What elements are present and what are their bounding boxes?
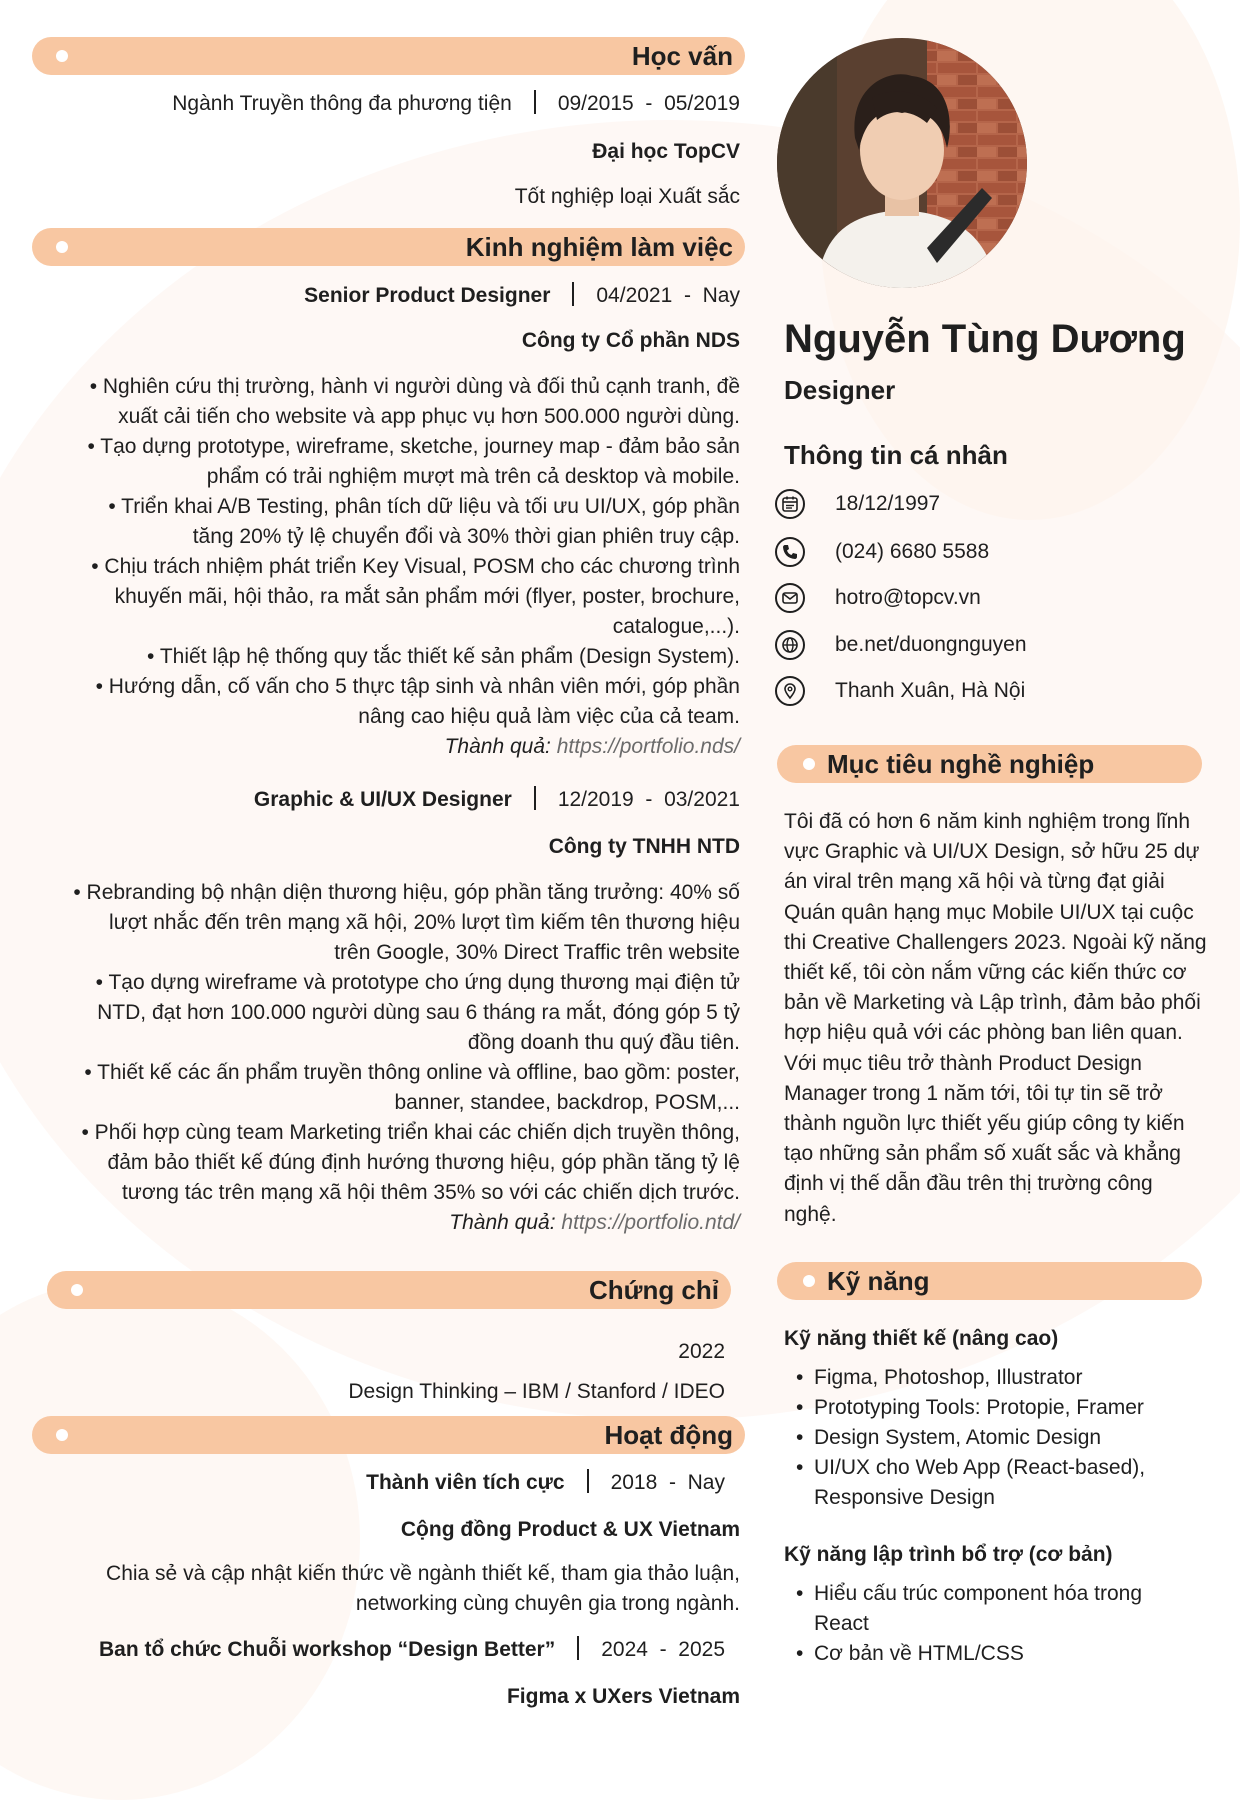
job-company: Công ty Cổ phần NDS bbox=[521, 329, 740, 352]
portfolio-link[interactable]: https://portfolio.ntd/ bbox=[561, 1211, 740, 1234]
education-school: Đại học TopCV bbox=[592, 140, 740, 163]
certificate-year: 2022 bbox=[678, 1340, 725, 1363]
bullet-dot-icon bbox=[56, 50, 68, 62]
job-bullet: • Hướng dẫn, cố vấn cho 5 thực tập sinh và nhân viên mới, góp phần nâng cao hiệu quả làm việc của cả team. bbox=[95, 675, 740, 728]
job-start: 04/2021 bbox=[596, 284, 673, 307]
divider bbox=[534, 786, 536, 810]
profile-title: Designer bbox=[784, 375, 896, 405]
bullet-dot-icon bbox=[71, 1284, 83, 1296]
activity-org: Figma x UXers Vietnam bbox=[506, 1685, 740, 1708]
email-icon bbox=[775, 583, 805, 613]
activity-role: Thành viên tích cực bbox=[366, 1471, 565, 1494]
bullet-dot-icon bbox=[56, 1429, 68, 1441]
job-header: Senior Product Designer 04/2021 - Nay bbox=[304, 284, 740, 307]
job-bullet: • Thiết kế các ấn phẩm truyền thông online và offline, bao gồm: poster, banner, standee, backdrop, POSM,... bbox=[84, 1061, 740, 1114]
education-section-header bbox=[32, 37, 745, 75]
job-end: 03/2021 bbox=[664, 788, 740, 811]
achievement-label: Thành quả: bbox=[444, 735, 551, 758]
job-bullet: • Triển khai A/B Testing, phân tích dữ liệu và tối ưu UI/UX, góp phần tăng 20% tỷ lệ chuyển đổi và 30% thời gian phiên truy cập. bbox=[108, 495, 740, 548]
education-major-row: Ngành Truyền thông đa phương tiện 09/2015 - 05/2019 bbox=[172, 92, 740, 115]
objective-section-header bbox=[777, 745, 1202, 783]
divider bbox=[587, 1469, 589, 1493]
activity-start: 2024 bbox=[601, 1638, 648, 1661]
list-item: • Cơ bản về HTML/CSS bbox=[796, 1639, 1196, 1669]
certificate-name: Design Thinking – IBM / Stanford / IDEO bbox=[348, 1380, 725, 1403]
list-item: • Prototyping Tools: Protopie, Framer bbox=[796, 1393, 1196, 1423]
education-start: 09/2015 bbox=[557, 92, 634, 115]
job-header: Graphic & UI/UX Designer 12/2019 - 03/2021 bbox=[253, 788, 740, 811]
job-achievement bbox=[40, 1208, 740, 1238]
skills-heading: Kỹ năng bbox=[827, 1266, 930, 1296]
experience-heading: Kinh nghiệm làm việc bbox=[465, 232, 733, 262]
activities-heading: Hoạt động bbox=[604, 1420, 733, 1450]
job-company: Công ty TNHH NTD bbox=[548, 835, 740, 858]
job-bullet: • Chịu trách nhiệm phát triển Key Visual, POSM cho các chương trình khuyến mãi, hội thảo, ra mắt sản phẩm mới (flyer, poster, brochure, catalogue,...). bbox=[91, 555, 740, 638]
skills-section-header bbox=[777, 1262, 1202, 1300]
objective-heading: Mục tiêu nghề nghiệp bbox=[827, 749, 1095, 779]
job-bullets bbox=[40, 878, 740, 1238]
job-bullet: • Rebranding bộ nhận diện thương hiệu, góp phần tăng trưởng: 40% số lượt nhắc đến trên mạng xã hội, 20% lượt tìm kiếm tên thương hiệu trên Google, 30% Direct Traffic trên website bbox=[73, 881, 740, 964]
activity-org: Cộng đồng Product & UX Vietnam bbox=[400, 1518, 740, 1541]
job-bullet: • Phối hợp cùng team Marketing triển khai các chiến dịch truyền thông, đảm bảo thiết kế đúng định hướng thương hiệu, góp phần tăng tỷ lệ tương tác trên mạng xã hội thêm 35% so với các chiến dịch trước. bbox=[81, 1121, 740, 1204]
education-end: 05/2019 bbox=[664, 92, 740, 115]
list-item: • Design System, Atomic Design bbox=[796, 1423, 1196, 1453]
calendar-icon bbox=[775, 489, 805, 519]
skills-group-title: Kỹ năng thiết kế (nâng cao) bbox=[784, 1327, 1059, 1350]
phone-icon bbox=[775, 537, 805, 567]
divider bbox=[577, 1636, 579, 1660]
bullet-dot-icon bbox=[803, 1275, 815, 1287]
job-achievement bbox=[40, 732, 740, 762]
list-item: • Hiểu cấu trúc component hóa trong React bbox=[796, 1579, 1196, 1639]
divider bbox=[572, 282, 574, 306]
location-value: Thanh Xuân, Hà Nội bbox=[835, 679, 1026, 702]
education-heading: Học vấn bbox=[631, 41, 733, 71]
portfolio-link[interactable]: https://portfolio.nds/ bbox=[556, 735, 740, 758]
personal-info-heading: Thông tin cá nhân bbox=[784, 440, 1008, 470]
activity-end: 2025 bbox=[678, 1638, 725, 1661]
job-position: Senior Product Designer bbox=[304, 284, 551, 307]
activity-end: Nay bbox=[687, 1471, 725, 1494]
education-note: Tốt nghiệp loại Xuất sắc bbox=[514, 185, 740, 208]
activity-header: Thành viên tích cực 2018 - Nay bbox=[366, 1471, 725, 1494]
achievement-label: Thành quả: bbox=[449, 1211, 556, 1234]
job-bullet: • Tạo dựng wireframe và prototype cho ứng dụng thương mại điện tử NTD, đạt hơn 100.000 người dùng sau 6 tháng ra mắt, đóng góp 5 tỷ đồng doanh thu quý đầu tiên. bbox=[95, 971, 740, 1054]
activity-role: Ban tổ chức Chuỗi workshop “Design Better” bbox=[98, 1638, 556, 1661]
skills-group-title: Kỹ năng lập trình bổ trợ (cơ bản) bbox=[784, 1543, 1113, 1566]
experience-section-header bbox=[32, 228, 745, 266]
avatar bbox=[777, 38, 1027, 288]
globe-icon bbox=[775, 630, 805, 660]
activities-section-header bbox=[32, 1416, 745, 1454]
profile-name: Nguyễn Tùng Dương bbox=[784, 317, 1186, 361]
job-bullet: • Nghiên cứu thị trường, hành vi người dùng và đối thủ cạnh tranh, đề xuất cải tiến cho website và app phục vụ hơn 500.000 người dùng. bbox=[89, 375, 740, 428]
list-item: • UI/UX cho Web App (React-based), Responsive Design bbox=[796, 1453, 1196, 1513]
bullet-dot-icon bbox=[56, 241, 68, 253]
activity-description: Chia sẻ và cập nhật kiến thức về ngành thiết kế, tham gia thảo luận, networking cùng chuyên gia trong ngành. bbox=[106, 1562, 740, 1615]
bullet-dot-icon bbox=[803, 758, 815, 770]
job-bullets bbox=[40, 372, 740, 762]
certificates-section-header bbox=[47, 1271, 731, 1309]
certificates-heading: Chứng chỉ bbox=[588, 1275, 719, 1305]
divider bbox=[534, 90, 536, 114]
list-item: • Figma, Photoshop, Illustrator bbox=[796, 1363, 1196, 1393]
job-bullet: • Thiết lập hệ thống quy tắc thiết kế sản phẩm (Design System). bbox=[147, 645, 740, 668]
activity-start: 2018 bbox=[610, 1471, 658, 1494]
job-bullet: • Tạo dựng prototype, wireframe, sketche, journey map - đảm bảo sản phẩm có trải nghiệm mượt mà trên cả desktop và mobile. bbox=[87, 435, 740, 488]
phone-value[interactable]: (024) 6680 5588 bbox=[835, 540, 990, 563]
job-end: Nay bbox=[702, 284, 740, 307]
skills-list bbox=[796, 1579, 1196, 1669]
job-start: 12/2019 bbox=[557, 788, 634, 811]
background-shape bbox=[0, 1280, 360, 1800]
education-major: Ngành Truyền thông đa phương tiện bbox=[172, 92, 512, 115]
website-value[interactable]: be.net/duongnguyen bbox=[835, 633, 1027, 656]
skills-list bbox=[796, 1363, 1196, 1513]
job-position: Graphic & UI/UX Designer bbox=[253, 788, 512, 811]
birthday-value: 18/12/1997 bbox=[835, 492, 941, 515]
location-icon bbox=[775, 676, 805, 706]
activity-header: Ban tổ chức Chuỗi workshop “Design Better” 2024 - 2025 bbox=[98, 1638, 725, 1661]
objective-text: Tôi đã có hơn 6 năm kinh nghiệm trong lĩnh vực Graphic và UI/UX Design, sở hữu 25 dự án viral trên mạng xã hội và từng đạt giải Quán quân hạng mục Mobile UI/UX tại cuộc thi Creative Challengers 2023. Ngoài kỹ năng thiết kế, tôi còn nắm vững các kiến thức cơ bản về Marketing và Lập trình, đảm bảo phối hợp hiệu quả với các phòng ban liên quan. Với mục tiêu trở thành Product Design Manager trong 1 năm tới, tôi tự tin sẽ trở thành nguồn lực thiết yếu giúp công ty kiến tạo những sản phẩm số xuất sắc và khẳng định vị thế dẫn đầu trên thị trường công nghệ. bbox=[784, 810, 1207, 1226]
email-value[interactable]: hotro@topcv.vn bbox=[835, 586, 981, 609]
